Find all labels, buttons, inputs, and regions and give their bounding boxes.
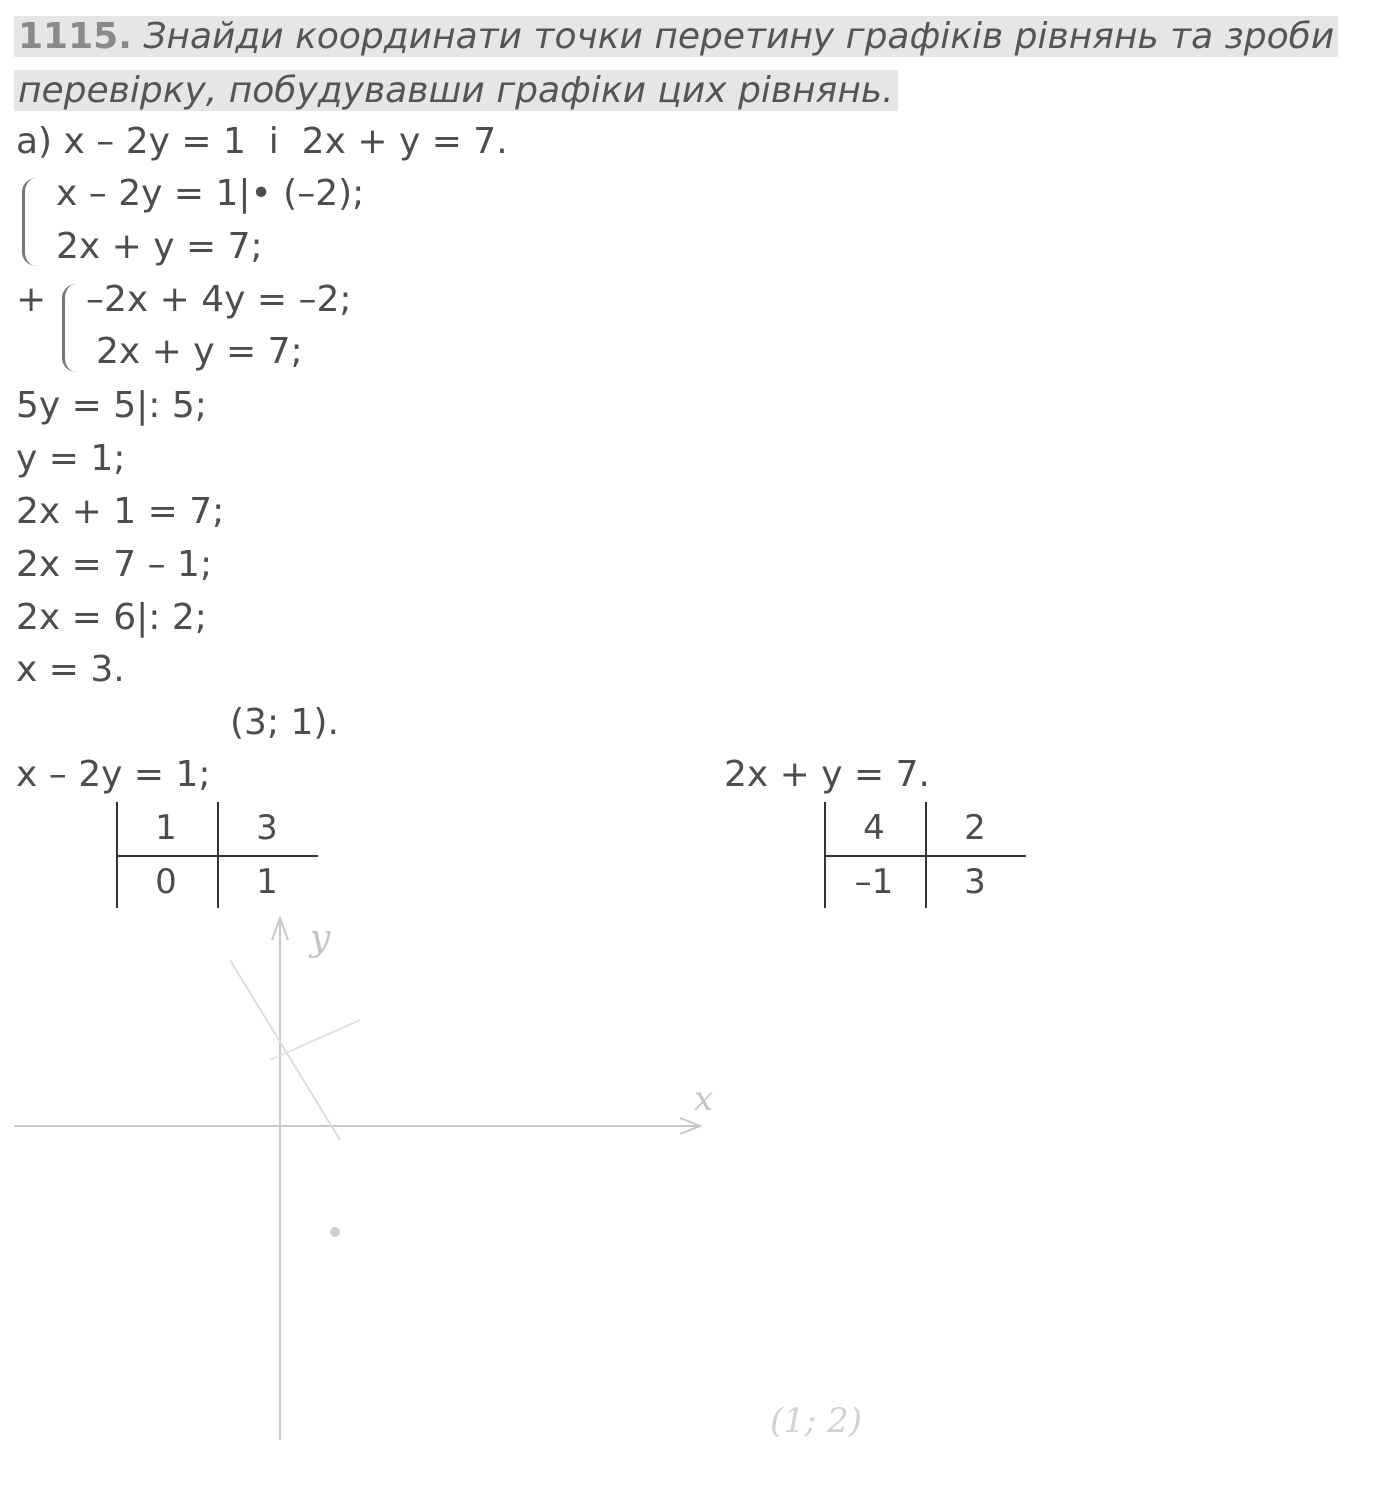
answer: (3; 1). — [230, 702, 339, 743]
table2-x1: 4 — [863, 808, 885, 848]
table2-y2: 3 — [964, 862, 986, 902]
line-x-minus-2y-1 — [270, 1020, 360, 1060]
step-6: x = 3. — [16, 649, 125, 690]
system1-eq1: x – 2y = 1|• (–2); — [56, 173, 365, 214]
step-1: 5y = 5|: 5; — [16, 385, 207, 426]
coordinate-graph — [0, 900, 1390, 1460]
table1-equation: x – 2y = 1; — [16, 754, 211, 795]
plus-sign: + — [16, 279, 47, 320]
line-2x-plus-y-7 — [230, 960, 340, 1140]
table1-y1: 0 — [155, 862, 177, 902]
y-axis-label: y — [310, 918, 331, 959]
step-2: y = 1; — [16, 438, 126, 479]
faint-point-label: (1; 2) — [770, 1401, 863, 1441]
task-text-line2: перевірку, побудувавши графіки цих рівнянь. — [14, 70, 898, 111]
part-a-statement: а) x – 2y = 1 і 2x + y = 7. — [16, 121, 508, 162]
task-text-line1: Знайди координати точки перетину графіків рівнянь та зроби — [143, 16, 1335, 57]
system2-eq1: –2x + 4y = –2; — [86, 279, 352, 320]
table1-y2: 1 — [256, 862, 278, 902]
step-4: 2x = 7 – 1; — [16, 544, 213, 585]
task-heading — [14, 10, 1374, 118]
table1-row-divider — [116, 855, 318, 857]
system1-brace — [22, 178, 37, 266]
table1-x2: 3 — [256, 808, 278, 848]
system1-eq2: 2x + y = 7; — [56, 226, 263, 267]
system2-brace — [62, 284, 77, 372]
table1-x1: 1 — [155, 808, 177, 848]
system2-eq2: 2x + y = 7; — [96, 331, 303, 372]
table2-row-divider — [824, 855, 1026, 857]
table2-x2: 2 — [964, 808, 986, 848]
task-number: 1115. — [18, 16, 132, 57]
table2-equation: 2x + y = 7. — [724, 754, 930, 795]
x-axis-label: x — [694, 1079, 714, 1119]
step-3: 2x + 1 = 7; — [16, 491, 225, 532]
step-5: 2x = 6|: 2; — [16, 597, 207, 638]
intersection-point — [330, 1227, 340, 1237]
table2-y1: –1 — [854, 862, 894, 902]
